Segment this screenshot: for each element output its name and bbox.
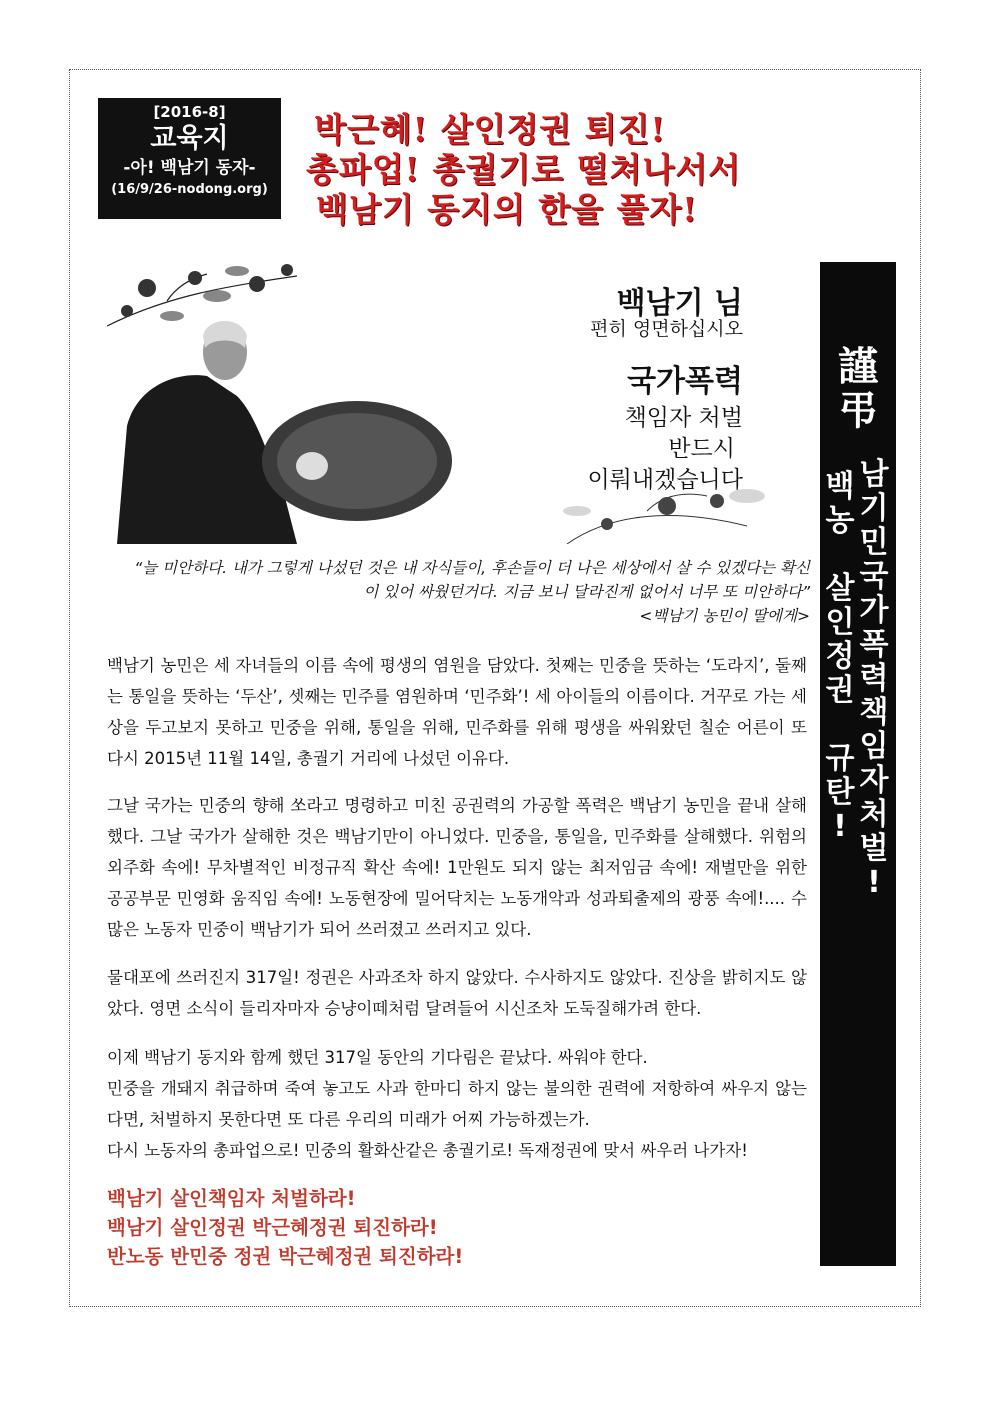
- body-paragraph-4: 이제 백남기 동지와 함께 했던 317일 동안의 기다림은 끝났다. 싸워야 한다. 민중을 개돼지 취급하며 죽여 놓고도 사과 한마디 하지 않는 불의한 권력에 저항하여 싸우지 않는다면, 처벌하지 못한다면 또 다른 우리의 미래가 어찌 가능하겠는가. 다시 노동자의 총파업으로! 민중의 활화산같은 총궐기로! 독재정권에 맞서 싸우러 나가자!: [107, 1048, 807, 1160]
- body-paragraph-3: 물대포에 쓰러진지 317일! 정권은 사과조차 하지 않았다. 수사하지도 않았다. 진상을 밝히지도 않았다. 영면 소식이 들리자마자 승냥이떼처럼 달려들어 시신조차 도둑질해가려 한다.: [107, 968, 807, 1018]
- headline-slogans: [300, 100, 910, 230]
- quote-block: [120, 556, 810, 628]
- slogan-line-2: 총파업! 총궐기로 떨쳐나서서: [306, 150, 741, 189]
- issue-header-box: [98, 98, 281, 219]
- body-paragraph-2: 그날 국가는 민중의 향해 쏘라고 명령하고 미친 공권력의 가공할 폭력은 백남기 농민을 끝내 살해했다. 그날 국가가 살해한 것은 백남기만이 아니었다. 민중을, 통일을, 민주화를 살해했다. 위험의 외주화 속에! 무차별적인 비정규직 확산 속에! 1만원도 되지 않는 최저임금 속에! 재벌만을 위한 공공부문 민영화 움직임 속에! 노동현장에 밀어닥치는 노동개악과 성과퇴출제의 광풍 속에!.... 수많은 노동자 민중이 백남기가 되어 쓰러졌고 쓰러지고 있다.: [107, 796, 807, 939]
- sidebar-column-left: 백 농 살 인 정 권 규 탄 !: [825, 469, 855, 844]
- body-paragraph-1: 백남기 농민은 세 자녀들의 이름 속에 평생의 염원을 담았다. 첫째는 민중을 뜻하는 ‘도라지’, 둘째는 통일을 뜻하는 ‘두산’, 셋째는 민주를 염원하며 ‘민주화’! 세 아이들의 이름이다. 거꾸로 가는 세상을 두고보지 못하고 민중을 위해, 통일을 위해, 민주화를 위해 평생을 싸워왔던 칠순 어른이 또다시 2015년 11월 14일, 총궐기 거리에 나섰던 이유다.: [107, 656, 807, 768]
- publication-date-site: (16/9/26-nodong.org): [111, 182, 268, 197]
- memorial-image: [107, 256, 783, 544]
- demand-line-1: 백남기 살인책임자 처벌하라!: [107, 1187, 356, 1210]
- calligraphy-line-1: 백남기 님: [616, 286, 743, 321]
- publication-subtitle: -아! 백남기 동자-: [123, 158, 256, 178]
- slogan-line-1: 박근혜! 살인정권 퇴진!: [314, 110, 666, 149]
- sidebar-banner: [820, 262, 896, 1266]
- quote-text: “늘 미안하다. 내가 그렇게 나섰던 것은 내 자식들이, 후손들이 더 나은 세상에서 살 수 있겠다는 확신이 있어 싸웠던거다. 지금 보니 달라진게 없어서 너무 또 미안하다”: [134, 559, 810, 601]
- quote-source: <백남기 농민이 딸에게>: [639, 607, 810, 625]
- calligraphy-line-5: 반드시: [668, 436, 735, 462]
- demand-line-3: 반노동 반민중 정권 박근혜정권 퇴진하라!: [107, 1245, 464, 1268]
- calligraphy-line-2: 편히 영면하십시오: [590, 318, 743, 340]
- demand-line-2: 백남기 살인정권 박근혜정권 퇴진하라!: [107, 1216, 438, 1239]
- calligraphy-line-4: 책임자 처벌: [624, 405, 743, 431]
- publication-title: 교육지: [150, 123, 229, 154]
- calligraphy-line-6: 이뤄내겠습니다: [587, 467, 743, 493]
- sidebar-column-right: 남 기 민 국 가 폭 력 책 임 자 처 벌 !: [859, 457, 889, 900]
- demand-slogans: [107, 1184, 807, 1271]
- issue-number: [2016-8]: [153, 103, 226, 121]
- slogan-line-3: 백남기 동지의 한을 풀자!: [316, 190, 698, 229]
- condolence-logo: 謹弔: [838, 343, 878, 434]
- calligraphy-line-3: 국가폭력: [627, 364, 743, 399]
